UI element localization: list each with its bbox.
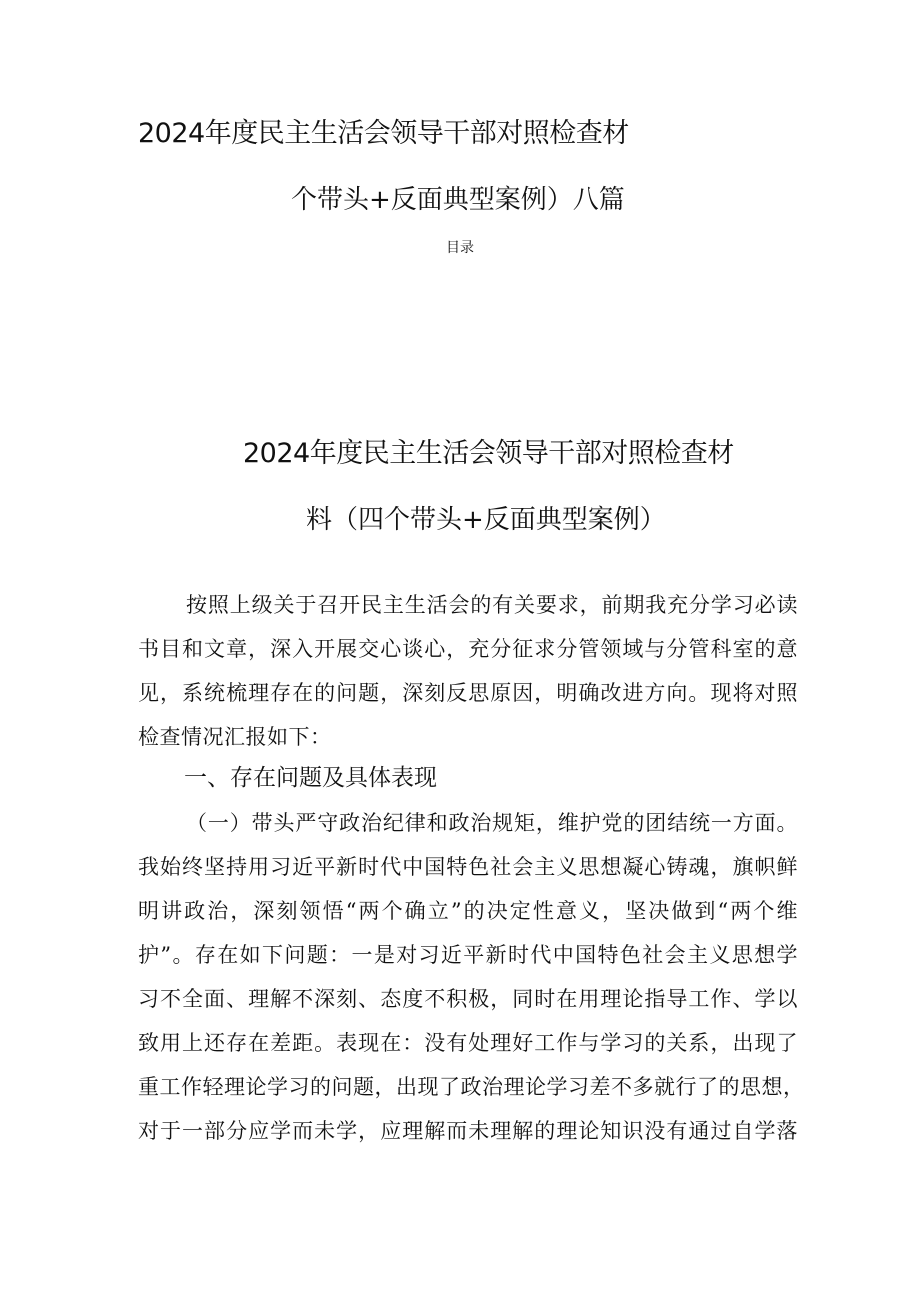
- section-line: 重工作轻理论学习的问题，出现了政治理论学习差不多就行了的思想，: [138, 1075, 805, 1099]
- toc-label: 目录: [446, 240, 474, 256]
- section-line: 习不全面、理解不深刻、态度不积极，同时在用理论指导工作、学以: [138, 987, 798, 1011]
- cover-title-line-1: 2024年度民主生活会领导干部对照检查材: [138, 118, 629, 149]
- section-line: （一）带头严守政治纪律和政治规矩，维护党的团结统一方面。: [186, 811, 798, 835]
- section-line: 护”。存在如下问题：一是对习近平新时代中国特色社会主义思想学: [138, 943, 798, 967]
- cover-title-line-2: 个带头+反面典型案例）八篇: [291, 185, 625, 215]
- section-line: 我始终坚持用习近平新时代中国特色社会主义思想凝心铸魂，旗帜鲜: [138, 855, 798, 879]
- section-heading-1: 一、存在问题及具体表现: [184, 765, 437, 791]
- intro-line: 见，系统梳理存在的问题，深刻反思原因，明确改进方向。现将对照: [138, 681, 798, 705]
- section-line: 明讲政治，深刻领悟“两个确立”的决定性意义，坚决做到“两个维: [138, 899, 798, 923]
- intro-line: 检查情况汇报如下：: [138, 725, 332, 749]
- main-title-line-1: 2024年度民主生活会领导干部对照检查材: [243, 438, 734, 469]
- intro-line: 书目和文章，深入开展交心谈心，充分征求分管领域与分管科室的意: [138, 637, 798, 661]
- section-line: 致用上还存在差距。表现在：没有处理好工作与学习的关系，出现了: [138, 1031, 798, 1055]
- section-line: 对于一部分应学而未学，应理解而未理解的理论知识没有通过自学落: [138, 1119, 798, 1143]
- intro-line: 按照上级关于召开民主生活会的有关要求，前期我充分学习必读: [186, 593, 798, 617]
- main-title-line-2: 料（四个带头+反面典型案例）: [306, 505, 666, 535]
